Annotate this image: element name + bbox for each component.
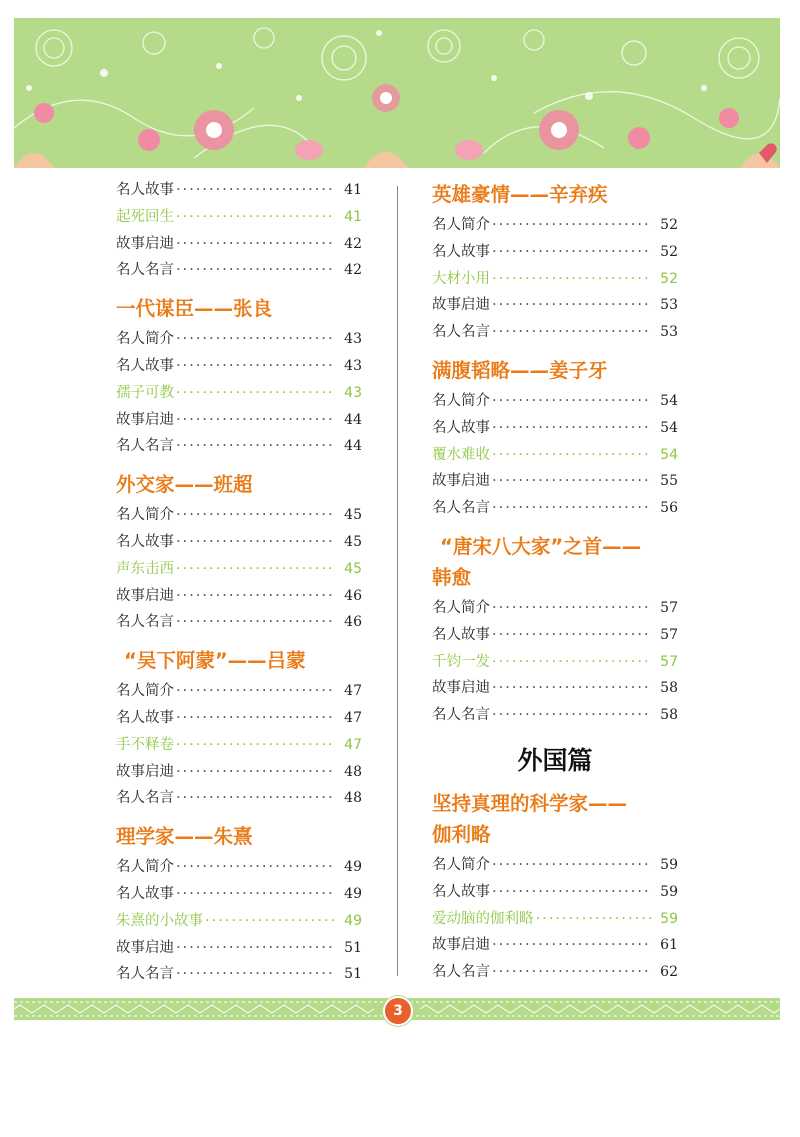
toc-entry-title: 名人故事 <box>432 243 490 260</box>
toc-entry-page: 47 <box>344 683 362 700</box>
toc-entry-title: 声东击西 <box>116 560 174 577</box>
toc-entry-page: 42 <box>344 235 362 252</box>
toc-section-title[interactable]: “吴下阿蒙”——吕蒙 <box>124 649 306 673</box>
toc-entry-title: 故事启迪 <box>432 937 490 954</box>
toc-entry-page: 61 <box>660 937 678 954</box>
toc-entry-title: 故事启迪 <box>116 587 174 604</box>
toc-entry-title: 覆水难收 <box>432 446 490 463</box>
toc-entry[interactable] <box>116 354 362 381</box>
toc-section-title[interactable]: “唐宋八大家”之首—— <box>440 534 642 558</box>
dot-leader <box>176 534 336 550</box>
dot-leader <box>492 937 652 953</box>
toc-entry-page: 52 <box>660 243 678 260</box>
part-heading: 外国篇 <box>517 745 593 775</box>
toc-entry-page: 48 <box>344 763 362 780</box>
toc-entry-title: 名人简介 <box>432 856 490 873</box>
dot-leader <box>176 331 336 347</box>
toc-entry[interactable] <box>432 880 678 907</box>
column-divider <box>397 186 398 976</box>
toc-entry-title: 故事启迪 <box>432 297 490 314</box>
toc-entry[interactable] <box>432 676 678 703</box>
toc-entry-title: 故事启迪 <box>432 473 490 490</box>
dot-leader <box>492 447 652 463</box>
dot-leader <box>176 859 336 875</box>
toc-entry-title: 名人简介 <box>432 599 490 616</box>
dot-leader <box>492 324 652 340</box>
toc-left-column <box>116 178 362 989</box>
toc-entry[interactable] <box>116 610 362 637</box>
dot-leader <box>205 913 336 929</box>
toc-entry-page: 49 <box>344 912 362 929</box>
toc-entry[interactable] <box>432 853 678 880</box>
dot-leader <box>176 438 336 454</box>
dot-leader <box>176 182 336 198</box>
dot-leader <box>492 217 652 233</box>
toc-entry-title: 故事启迪 <box>116 939 174 956</box>
toc-entry[interactable] <box>116 258 362 285</box>
dot-leader <box>492 244 652 260</box>
toc-entry-page: 53 <box>660 297 678 314</box>
dot-leader <box>176 262 336 278</box>
dot-leader <box>176 561 336 577</box>
dot-leader <box>492 680 652 696</box>
toc-entry-page: 47 <box>344 709 362 726</box>
toc-entry[interactable] <box>116 178 362 205</box>
toc-entry[interactable] <box>432 240 678 267</box>
toc-entry[interactable] <box>116 855 362 882</box>
toc-entry[interactable] <box>432 960 678 987</box>
toc-entry-page: 55 <box>660 473 678 490</box>
toc-entry[interactable] <box>432 320 678 347</box>
toc-entry-page: 59 <box>660 883 678 900</box>
toc-story-entry[interactable] <box>432 267 678 294</box>
toc-entry-page: 52 <box>660 270 678 287</box>
toc-entry-title: 名人简介 <box>116 683 174 700</box>
toc-entry-title: 大材小用 <box>432 270 490 287</box>
toc-entry-page: 48 <box>344 790 362 807</box>
toc-entry-title: 故事启迪 <box>116 411 174 428</box>
toc-entry-page: 45 <box>344 533 362 550</box>
toc-entry-title: 名人故事 <box>116 885 174 902</box>
toc-entry[interactable] <box>116 503 362 530</box>
toc-entry-title: 故事启迪 <box>116 763 174 780</box>
toc-entry-title: 名人名言 <box>116 438 174 455</box>
toc-entry-title: 爱动脑的伽利略 <box>432 910 534 927</box>
toc-story-entry[interactable] <box>116 557 362 584</box>
page-number-badge: 3 <box>383 996 413 1026</box>
toc-section-title[interactable]: 英雄豪情——辛弃疾 <box>432 183 608 206</box>
decorative-floral-banner <box>14 18 780 168</box>
toc-entry[interactable] <box>116 760 362 787</box>
toc-entry-page: 58 <box>660 707 678 724</box>
dot-leader <box>176 209 336 225</box>
toc-entry-page: 47 <box>344 736 362 753</box>
toc-entry-title: 起死回生 <box>116 208 174 225</box>
toc-story-entry[interactable] <box>116 733 362 760</box>
toc-entry[interactable] <box>116 936 362 963</box>
toc-entry[interactable] <box>116 232 362 259</box>
toc-section-title[interactable]: 一代谋臣——张良 <box>116 297 273 321</box>
toc-entry-page: 43 <box>344 331 362 348</box>
toc-entry-title: 手不释卷 <box>116 736 174 753</box>
toc-entry[interactable] <box>116 706 362 733</box>
toc-section-title[interactable]: 满腹韬略——姜子牙 <box>432 358 608 382</box>
toc-entry[interactable] <box>432 596 678 623</box>
toc-story-entry[interactable] <box>116 909 362 936</box>
toc-entry-title: 名人名言 <box>432 324 490 341</box>
toc-story-entry[interactable] <box>116 205 362 232</box>
toc-entry-page: 53 <box>660 324 678 341</box>
toc-entry[interactable] <box>116 786 362 813</box>
toc-entry[interactable] <box>432 703 678 730</box>
dot-leader <box>176 886 336 902</box>
toc-entry-title: 朱熹的小故事 <box>116 912 203 929</box>
dot-leader <box>176 588 336 604</box>
toc-entry-title: 故事启迪 <box>116 235 174 252</box>
toc-entry-page: 62 <box>660 964 678 981</box>
toc-entry-title: 名人名言 <box>116 614 174 631</box>
toc-entry-page: 59 <box>660 910 678 927</box>
toc-entry-title: 孺子可教 <box>116 384 174 401</box>
toc-entry-page: 57 <box>660 653 678 670</box>
toc-entry-page: 54 <box>660 446 678 463</box>
dot-leader <box>492 271 652 287</box>
toc-entry[interactable] <box>432 496 678 523</box>
toc-story-entry[interactable] <box>116 381 362 408</box>
toc-entry-title: 名人名言 <box>116 262 174 279</box>
toc-entry[interactable] <box>432 416 678 443</box>
dot-leader <box>492 627 652 643</box>
dot-leader <box>492 420 652 436</box>
toc-section-title[interactable]: 韩愈 <box>432 565 472 589</box>
toc-entry-page: 56 <box>660 500 678 517</box>
dot-leader <box>176 385 336 401</box>
toc-entry[interactable] <box>116 584 362 611</box>
toc-entry-title: 名人故事 <box>432 883 490 900</box>
toc-entry[interactable] <box>432 213 678 240</box>
toc-entry-title: 名人简介 <box>116 507 174 524</box>
dot-leader <box>492 857 652 873</box>
toc-entry-title: 名人名言 <box>432 707 490 724</box>
dot-leader <box>492 473 652 489</box>
toc-entry[interactable] <box>116 434 362 461</box>
toc-entry-page: 46 <box>344 587 362 604</box>
dot-leader <box>492 884 652 900</box>
toc-story-entry[interactable] <box>432 907 678 934</box>
toc-entry-page: 59 <box>660 856 678 873</box>
toc-entry-page: 57 <box>660 626 678 643</box>
dot-leader <box>492 707 652 723</box>
dot-leader <box>176 790 336 806</box>
toc-entry-page: 41 <box>344 208 362 225</box>
dot-leader <box>492 600 652 616</box>
toc-entry[interactable] <box>116 408 362 435</box>
toc-story-entry[interactable] <box>432 650 678 677</box>
toc-entry[interactable] <box>432 933 678 960</box>
toc-entry[interactable] <box>116 962 362 989</box>
toc-entry-title: 名人故事 <box>432 419 490 436</box>
toc-entry-page: 46 <box>344 614 362 631</box>
toc-entry[interactable] <box>432 623 678 650</box>
toc-entry-title: 名人故事 <box>116 533 174 550</box>
toc-entry-page: 51 <box>344 966 362 983</box>
toc-entry-title: 名人名言 <box>116 966 174 983</box>
dot-leader <box>176 966 336 982</box>
toc-entry-title: 名人故事 <box>116 357 174 374</box>
toc-story-entry[interactable] <box>432 443 678 470</box>
toc-entry-page: 44 <box>344 411 362 428</box>
toc-entry-page: 45 <box>344 507 362 524</box>
dot-leader <box>176 507 336 523</box>
dot-leader <box>492 297 652 313</box>
toc-entry[interactable] <box>432 293 678 320</box>
toc-entry-page: 52 <box>660 217 678 233</box>
toc-entry-title: 名人简介 <box>116 331 174 348</box>
dot-leader <box>492 500 652 516</box>
toc-entry[interactable] <box>116 530 362 557</box>
toc-entry-title: 名人名言 <box>116 790 174 807</box>
toc-entry-title: 名人名言 <box>432 964 490 981</box>
dot-leader <box>536 911 653 927</box>
toc-entry[interactable] <box>432 469 678 496</box>
dot-leader <box>492 964 652 980</box>
toc-entry-page: 43 <box>344 357 362 374</box>
dot-leader <box>176 412 336 428</box>
toc-entry-page: 43 <box>344 384 362 401</box>
dot-leader <box>492 654 652 670</box>
toc-entry-title: 名人简介 <box>116 859 174 876</box>
toc-section-title[interactable]: 外交家——班超 <box>116 473 253 497</box>
toc-right-column <box>432 178 678 987</box>
toc-entry[interactable] <box>116 679 362 706</box>
dot-leader <box>176 764 336 780</box>
toc-entry-page: 57 <box>660 599 678 616</box>
toc-entry-page: 54 <box>660 419 678 436</box>
toc-entry-title: 千钧一发 <box>432 653 490 670</box>
dot-leader <box>176 710 336 726</box>
toc-entry-page: 54 <box>660 392 678 409</box>
toc-entry-page: 58 <box>660 680 678 697</box>
toc-entry[interactable] <box>116 882 362 909</box>
dot-leader <box>176 940 336 956</box>
toc-section-title[interactable]: 理学家——朱熹 <box>116 825 253 849</box>
toc-entry-page: 49 <box>344 859 362 876</box>
toc-entry-page: 42 <box>344 262 362 279</box>
toc-entry-page: 45 <box>344 560 362 577</box>
toc-section-title[interactable]: 伽利略 <box>432 822 491 846</box>
toc-entry-page: 44 <box>344 438 362 455</box>
toc-entry-page: 41 <box>344 182 362 198</box>
toc-section-title[interactable]: 坚持真理的科学家—— <box>432 791 628 815</box>
toc-entry-title: 名人故事 <box>116 709 174 726</box>
toc-entry-title: 名人简介 <box>432 217 490 233</box>
toc-entry-title: 名人故事 <box>116 182 174 198</box>
dot-leader <box>492 393 652 409</box>
dot-leader <box>176 236 336 252</box>
toc-entry[interactable] <box>116 327 362 354</box>
toc-entry-title: 名人简介 <box>432 392 490 409</box>
dot-leader <box>176 683 336 699</box>
dot-leader <box>176 737 336 753</box>
toc-entry-title: 名人故事 <box>432 626 490 643</box>
toc-entry-title: 故事启迪 <box>432 680 490 697</box>
toc-entry-page: 49 <box>344 885 362 902</box>
toc-entry-title: 名人名言 <box>432 500 490 517</box>
toc-entry-page: 51 <box>344 939 362 956</box>
dot-leader <box>176 358 336 374</box>
toc-entry[interactable] <box>432 389 678 416</box>
dot-leader <box>176 614 336 630</box>
